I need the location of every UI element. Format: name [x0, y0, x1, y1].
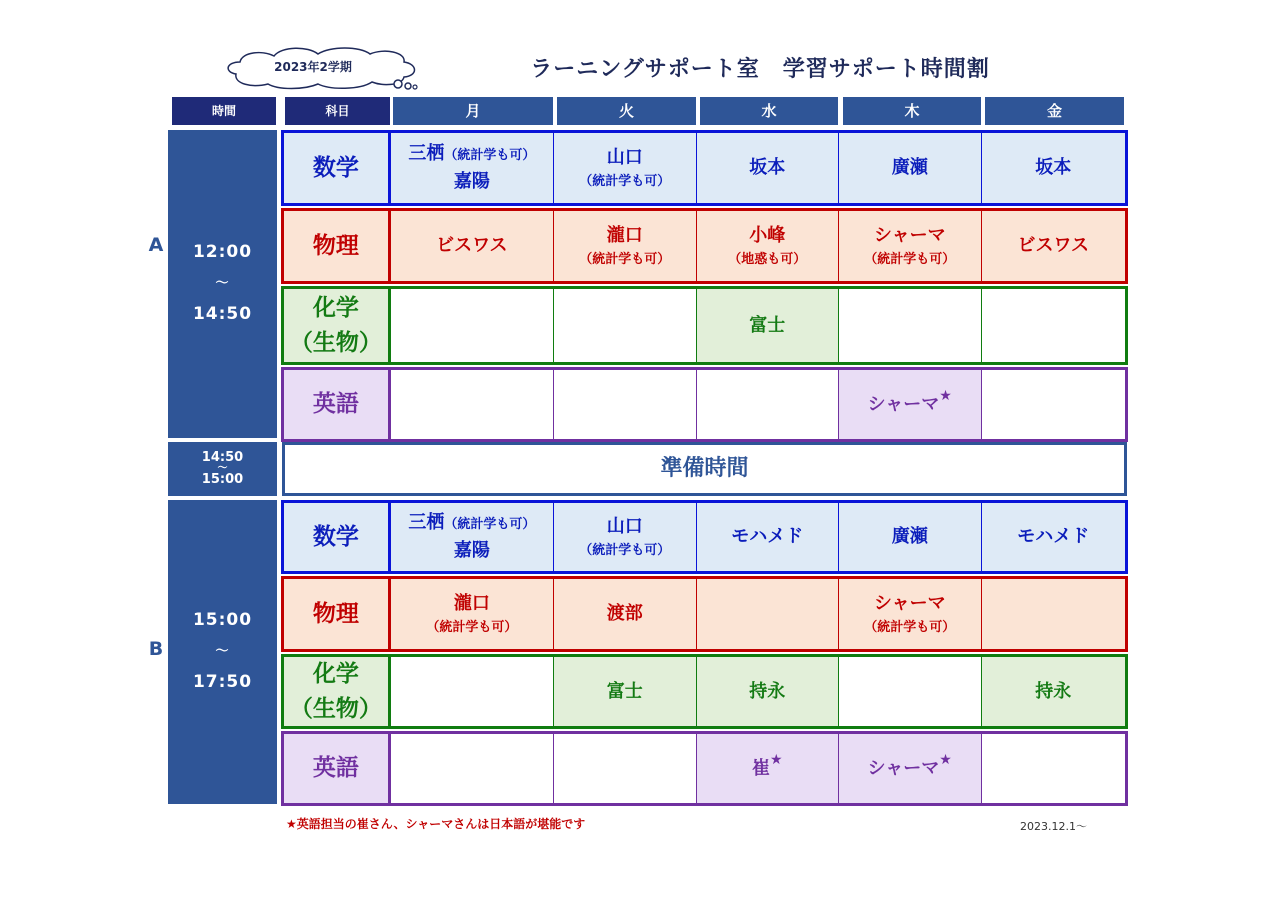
cell-fri — [982, 657, 1125, 726]
footer-note: ★英語担当の崔さん、シャーマさんは日本語が堪能です — [286, 817, 586, 831]
subject-sublabel: （生物） — [289, 695, 382, 722]
cell-wed — [697, 734, 839, 803]
block-b-row-english — [281, 731, 1128, 806]
tutor-name: シャーマ — [873, 592, 946, 614]
tutor-name: 瀧口 — [453, 592, 490, 614]
block-a-start: 12:00 — [192, 242, 253, 262]
tutor-name: ビスワス — [436, 235, 508, 257]
cell-mon — [391, 211, 554, 281]
page-title: ラーニングサポート室 学習サポート時間割 — [530, 57, 990, 82]
tutor-name-2: 嘉陽 — [453, 540, 490, 561]
cell-fri — [982, 370, 1125, 439]
cell-tue — [554, 370, 696, 439]
tutor-name: 山口 — [606, 515, 643, 537]
cell-tue — [554, 133, 696, 203]
tutor-name: 坂本 — [749, 157, 786, 179]
cell-thu — [839, 503, 981, 571]
tutor-name: 廣瀬 — [891, 157, 928, 179]
cell-wed — [697, 503, 839, 571]
block-b-tilde: 〜 — [215, 644, 230, 659]
cell-tue — [554, 289, 696, 362]
tutor-name: 三栖 — [408, 143, 445, 165]
cell-mon — [391, 133, 554, 203]
tutor-name: ビスワス — [1017, 235, 1089, 257]
tutor-name: 持永 — [749, 680, 786, 702]
cell-tue — [554, 657, 696, 726]
subject-label: 英語 — [312, 391, 359, 418]
header-subject: 科目 — [285, 97, 390, 125]
tutor-name: 小峰 — [749, 224, 786, 246]
block-a-row-chemistry — [281, 286, 1128, 365]
block-b-row-chemistry — [281, 654, 1128, 729]
subject-cell — [284, 289, 391, 362]
cell-mon — [391, 734, 554, 803]
block-a-time-column — [168, 130, 277, 438]
tutor-note: （統計学も可） — [864, 251, 956, 267]
tutor-name: 三栖 — [408, 512, 445, 534]
cell-tue — [554, 211, 696, 281]
footer-date: 2023.12.1〜 — [1020, 820, 1087, 833]
cell-thu — [839, 370, 981, 439]
cell-tue — [554, 503, 696, 571]
tutor-note: （統計学も可） — [444, 148, 536, 164]
subject-cell — [284, 370, 391, 439]
tutor-name: モハメド — [731, 526, 804, 548]
tutor-name: 持永 — [1035, 680, 1072, 702]
block-b-end: 17:50 — [192, 672, 253, 692]
term-label: 2023年2学期 — [274, 60, 352, 74]
cell-mon — [391, 503, 554, 571]
prep-time-column — [168, 442, 277, 496]
block-b-grid — [281, 500, 1128, 806]
cell-tue — [554, 734, 696, 803]
prep-tilde: 〜 — [217, 463, 228, 474]
block-a-tilde: 〜 — [215, 276, 230, 291]
subject-label: 数学 — [312, 523, 359, 550]
cell-fri — [982, 579, 1125, 649]
subject-label: 英語 — [312, 755, 359, 782]
block-a-label: A — [148, 234, 164, 256]
block-a-row-english — [281, 367, 1128, 442]
tutor-note: （地惑も可） — [728, 251, 807, 267]
tutor-note: （統計学も可） — [579, 542, 671, 558]
cell-thu — [839, 657, 981, 726]
cell-wed — [697, 657, 839, 726]
subject-cell — [284, 211, 391, 281]
prep-start: 14:50 — [201, 450, 244, 465]
tutor-note: （統計学も可） — [444, 517, 536, 533]
tutor-note: （統計学も可） — [864, 619, 956, 635]
tutor-name: 渡部 — [606, 603, 643, 625]
subject-label: 化学 — [312, 661, 359, 687]
cell-wed — [697, 133, 839, 203]
tutor-name: シャーマ — [873, 224, 946, 246]
block-b-row-math — [281, 500, 1128, 574]
cell-wed — [697, 579, 839, 649]
subject-cell — [284, 734, 391, 803]
block-b-row-physics — [281, 576, 1128, 652]
cell-thu — [839, 734, 981, 803]
subject-label: 数学 — [312, 154, 359, 181]
tutor-name: モハメド — [1017, 526, 1090, 548]
cell-fri — [982, 734, 1125, 803]
prep-time-label: 準備時間 — [282, 442, 1127, 496]
header-day-wed: 水 — [700, 97, 838, 125]
subject-cell — [284, 133, 391, 203]
tutor-name: シャーマ — [867, 757, 940, 779]
subject-cell — [284, 657, 391, 726]
cell-fri — [982, 289, 1125, 362]
block-b-start: 15:00 — [192, 610, 253, 630]
cell-mon — [391, 289, 554, 362]
cell-wed — [697, 211, 839, 281]
subject-label: 化学 — [312, 295, 359, 321]
tutor-name: 瀧口 — [606, 224, 643, 246]
tutor-name: 富士 — [606, 680, 643, 702]
subject-sublabel: （生物） — [289, 329, 382, 356]
cell-mon — [391, 579, 554, 649]
block-b-time-column — [168, 500, 277, 804]
header-day-thu: 木 — [843, 97, 981, 125]
cell-tue — [554, 579, 696, 649]
header-day-mon: 月 — [393, 97, 553, 125]
subject-cell — [284, 503, 391, 571]
tutor-name-2: 嘉陽 — [453, 171, 490, 192]
block-a-row-physics — [281, 208, 1128, 284]
tutor-name: 坂本 — [1035, 157, 1072, 179]
cell-wed — [697, 289, 839, 362]
header-time: 時間 — [172, 97, 276, 125]
tutor-name: 崔 — [751, 757, 770, 779]
cell-mon — [391, 657, 554, 726]
prep-end: 15:00 — [201, 472, 244, 487]
subject-label: 物理 — [312, 232, 359, 259]
tutor-name: 山口 — [606, 146, 643, 168]
star-icon: ★ — [769, 751, 783, 768]
cell-fri — [982, 133, 1125, 203]
tutor-name: シャーマ — [867, 393, 940, 415]
tutor-note: （統計学も可） — [579, 251, 671, 267]
cell-thu — [839, 133, 981, 203]
subject-label: 物理 — [312, 600, 359, 627]
star-icon: ★ — [939, 387, 952, 404]
cell-thu — [839, 579, 981, 649]
cell-thu — [839, 289, 981, 362]
header-day-tue: 火 — [557, 97, 696, 125]
block-a-row-math — [281, 130, 1128, 206]
cell-wed — [697, 370, 839, 439]
star-icon: ★ — [939, 751, 952, 768]
cell-mon — [391, 370, 554, 439]
cell-fri — [982, 503, 1125, 571]
tutor-name: 廣瀬 — [891, 526, 928, 548]
tutor-note: （統計学も可） — [426, 619, 518, 635]
subject-cell — [284, 579, 391, 649]
tutor-name: 富士 — [749, 314, 786, 336]
cell-thu — [839, 211, 981, 281]
block-a-grid — [281, 130, 1128, 442]
block-a-end: 14:50 — [192, 304, 253, 324]
tutor-note: （統計学も可） — [579, 173, 671, 189]
cell-fri — [982, 211, 1125, 281]
block-b-label: B — [148, 638, 164, 660]
header-day-fri: 金 — [985, 97, 1124, 125]
